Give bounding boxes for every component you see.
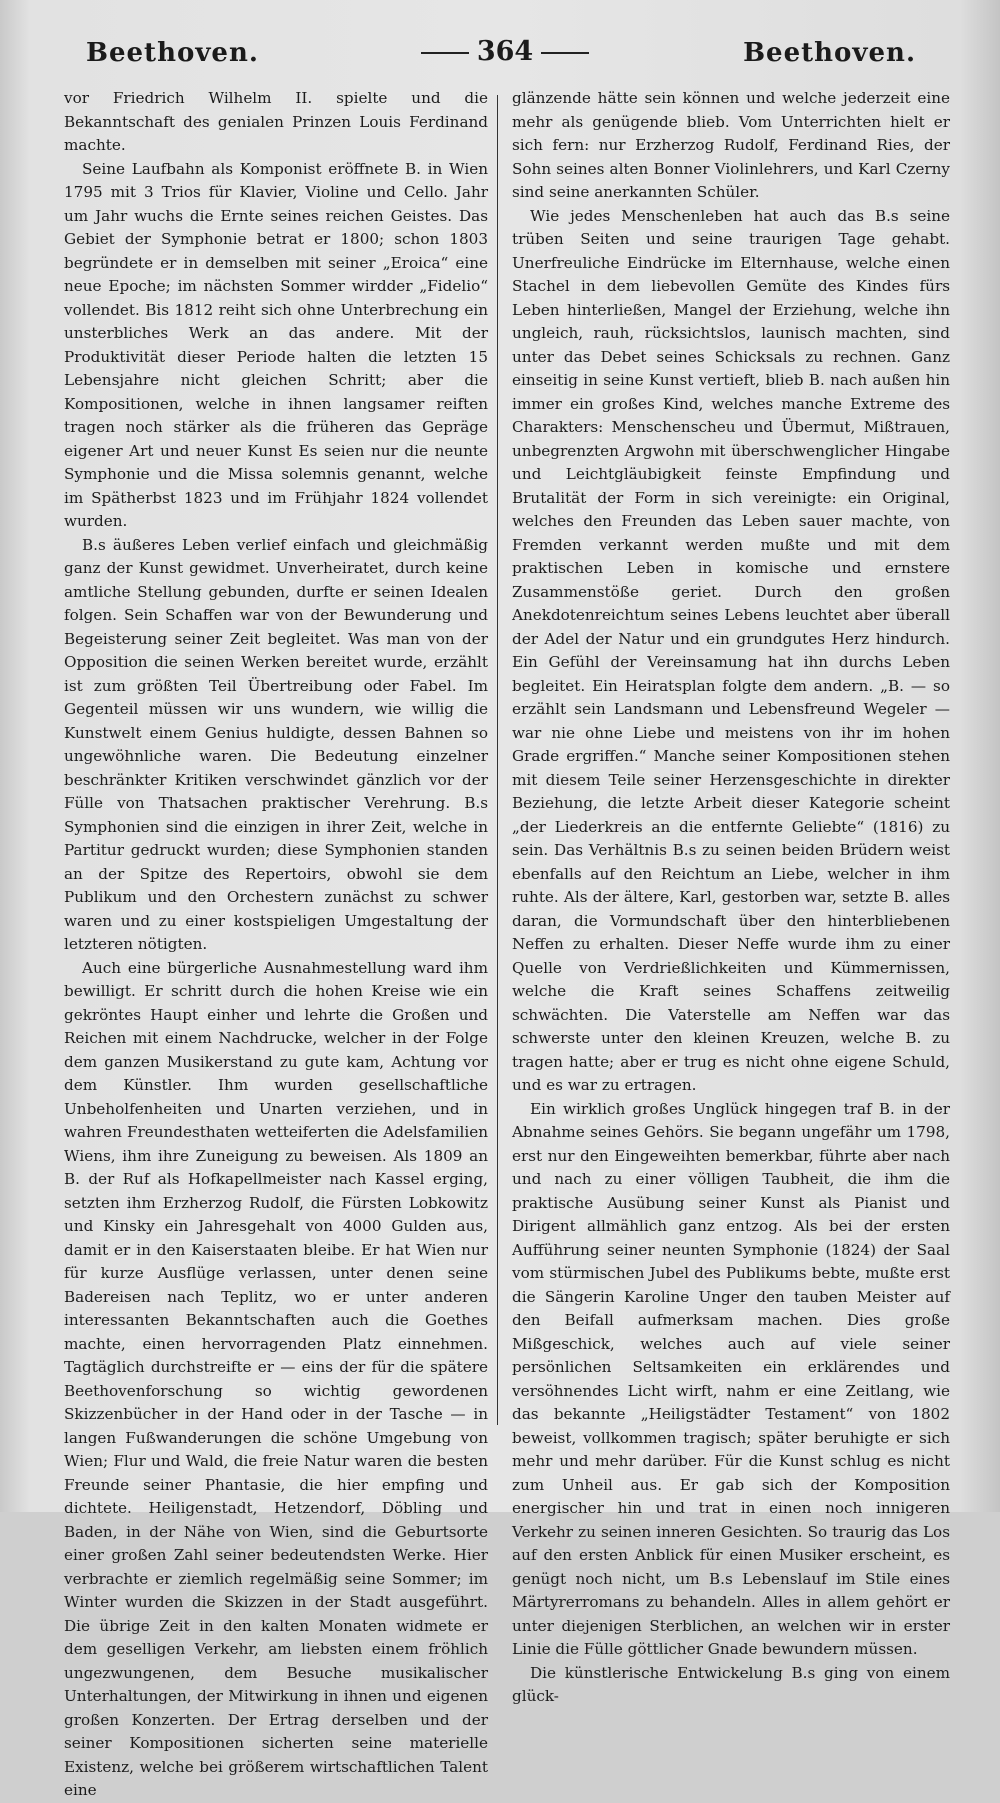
paragraph: Auch eine bürgerliche Ausnahmestellung ward ihm bewilligt. Er schritt durch die hohen Kreise wie ein gekröntes Haupt einher und lehrte die Großen und Reichen mit einem Nachdrucke, welcher in der Folge dem ganzen Musikerstand zu gute kam, Achtung vor dem Künstler. Ihm wurden gesellschaftliche Unbeholfenheiten und Unarten verziehen, und in wahren Freundesthaten wetteiferten die Adelsfamilien Wiens, ihm ihre Zuneigung zu beweisen. Als 1809 an B. der Ruf als Hofkapellmeister nach Kassel erging, setzten ihm Erzherzog Rudolf, die Fürsten Lobkowitz und Kinsky ein Jahresgehalt von 4000 Gulden aus, damit er in den Kaiserstaaten bleibe. Er hat Wien nur für kurze Ausflüge verlassen, unter denen seine Badereisen nach Teplitz, wo er unter anderen interessanten Bekanntschaften auch die Goethes machte, einen hervorragenden Platz einnehmen. Tagtäglich durchstreifte er — eins der für die spätere Beethovenforschung so wichtig gewordenen Skizzenbücher in der Hand oder in der Tasche — in langen Fußwanderungen die schöne Umgebung von Wien; Flur und Wald, die freie Natur waren die besten Freunde seiner Phantasie, die hier empfing und dichtete. Heiligenstadt, Hetzendorf, Döbling und Baden, in der Nähe von Wien, sind die Geburtsorte einer großen Zahl seiner bedeutendsten Werke. Hier verbrachte er ziemlich regelmäßig seine Sommer; im Winter wurden die Skizzen in der Stadt ausgeführt. Die übrige Zeit in den kalten Monaten widmete er dem geselligen Verkehr, am liebsten einem fröhlich ungezwungenen, dem Besuche musikalischer Unterhaltungen, der Mitwirkung in ihnen und eigenen großen Konzerten. Der Ertrag derselben und der seiner Kompositionen sicherten seine materielle Existenz, welche bei größerem wirtschaftlichen Talent eine <box>64 958 488 1799</box>
page-number <box>410 36 600 67</box>
paragraph: Seine Laufbahn als Komponist eröffnete B. in Wien 1795 mit 3 Trios für Klavier, Violine und Cello. Jahr um Jahr wuchs die Ernte seines reichen Geistes. Das Gebiet der Symphonie betrat er 1800; schon 1803 begründete er in demselben mit seiner „Eroica“ eine neue Epoche; im nächsten Sommer wirdder „Fidelio“ vollendet. Bis 1812 reiht sich ohne Unterbrechung ein unsterbliches Werk an das andere. Mit der Produktivität dieser Periode halten die letzten 15 Lebensjahre nicht gleichen Schritt; aber die Kompositionen, welche in ihnen langsamer reiften tragen noch stärker als die früheren das Gepräge eigener Art und neuer Kunst Es seien nur die neunte Symphonie und die Missa solemnis genannt, welche im Spätherbst 1823 und im Frühjahr 1824 vollendet wurden. <box>64 159 488 530</box>
paragraph: B.s äußeres Leben verlief einfach und gleichmäßig ganz der Kunst gewidmet. Unverheiratet, durch keine amtliche Stellung gebunden, durfte er seinen Idealen folgen. Sein Schaffen war von der Bewunderung und Begeisterung seiner Zeit begleitet. Was man von der Opposition die seinen Werken bereitet wurde, erzählt ist zum größten Teil Übertreibung oder Fabel. Im Gegenteil müssen wir uns wundern, wie willig die Kunstwelt einem Genius huldigte, dessen Bahnen so ungewöhnliche waren. Die Bedeutung einzelner beschränkter Kritiken verschwindet gänzlich vor der Fülle von Thatsachen praktischer Verehrung. B.s Symphonien sind die einzigen in ihrer Zeit, welche in Partitur gedruckt wurden; diese Symphonien standen an der Spitze des Repertoirs, obwohl sie dem Publikum und den Orchestern zunächst zu schwer waren und zu einer kostspieligen Umgestaltung der letzteren nötigten. <box>64 535 488 953</box>
running-head-left: Beethoven. <box>86 38 259 68</box>
page-header <box>0 30 1000 80</box>
header-rule-left <box>421 52 469 54</box>
paragraph: vor Friedrich Wilhelm II. spielte und die Bekanntschaft des genialen Prinzen Louis Ferdinand machte. <box>64 89 488 154</box>
right-column <box>512 87 950 1709</box>
paragraph: Ein wirklich großes Unglück hingegen traf B. in der Abnahme seines Gehörs. Sie begann ungefähr um 1798, erst nur den Eingeweihten bemerkbar, führte aber nach und nach zu einer völligen Taubheit, die ihm die praktische Ausübung seiner Kunst als Pianist und Dirigent allmählich ganz entzog. Als bei der ersten Aufführung seiner neunten Symphonie (1824) der Saal vom stürmischen Jubel des Publikums bebte, mußte erst die Sängerin Karoline Unger den tauben Meister auf den Beifall aufmerksam machen. Dies große Mißgeschick, welches auch auf viele seiner persönlichen Seltsamkeiten ein erklärendes und versöhnendes Licht wirft, nahm er eine Zeitlang, wie das bekannte „Heiligstädter Testament“ von 1802 beweist, vollkommen tragisch; später beruhigte er sich mehr und mehr darüber. Für die Kunst schlug es nicht zum Unheil aus. Er gab sich der Komposition energischer hin und trat in einen noch innigeren Verkehr zu seinen inneren Gesichten. So traurig das Los auf den ersten Anblick für einen Musiker erscheint, es genügt noch nicht, um B.s Lebenslauf im Stile eines Märtyrerromans zu behandeln. Alles in allem gehört er unter diejenigen Sterblichen, an welchen wir in erster Linie die Fülle göttlicher Gnade bewundern müssen. <box>512 1099 950 1658</box>
header-rule-right <box>541 52 589 54</box>
page-number-text: 364 <box>476 36 534 67</box>
running-head-right: Beethoven. <box>743 38 916 68</box>
left-column <box>64 87 488 1803</box>
column-divider <box>497 95 498 1425</box>
paragraph: Die künstlerische Entwickelung B.s ging von einem glück- <box>512 1663 950 1705</box>
paragraph: glänzende hätte sein können und welche jederzeit eine mehr als genügende blieb. Vom Unterrichten hielt er sich fern: nur Erzherzog Rudolf, Ferdinand Ries, der Sohn seines alten Bonner Violinlehrers, und Karl Czerny sind seine anerkannten Schüler. <box>512 89 950 201</box>
paragraph: Wie jedes Menschenleben hat auch das B.s seine trüben Seiten und seine traurigen Tage gehabt. Unerfreuliche Eindrücke im Elternhause, welche einen Stachel in dem liebevollen Gemüte des Kindes fürs Leben hinterließen, Mangel der Erziehung, welche ihn ungleich, rauh, rücksichtslos, launisch machten, sind unter das Debet seines Schicksals zu rechnen. Ganz einseitig in seine Kunst vertieft, blieb B. nach außen hin immer ein großes Kind, welches manche Extreme des Charakters: Menschenscheu und Übermut, Mißtrauen, unbegrenzten Argwohn mit überschwenglicher Hingabe und Leichtgläubigkeit feinste Empfindung und Brutalität der Form in sich vereinigte: ein Original, welches den Freunden das Leben sauer machte, von Fremden verkannt werden mußte und mit dem praktischen Leben in komische und ernstere Zusammenstöße geriet. Durch den großen Anekdotenreichtum seines Lebens leuchtet aber überall der Adel der Natur und ein grundgutes Herz hindurch. Ein Gefühl der Vereinsamung hat ihn durchs Leben begleitet. Ein Heiratsplan folgte dem andern. „B. — so erzählt sein Landsmann und Lebensfreund Wegeler — war nie ohne Liebe und meistens von ihr im hohen Grade ergriffen.“ Manche seiner Kompositionen stehen mit diesem Teile seiner Herzensgeschichte in direkter Beziehung, die letzte Arbeit dieser Kategorie scheint „der Liederkreis an die entfernte Geliebte“ (1816) zu sein. Das Verhältnis B.s zu seinen beiden Brüdern weist ebenfalls auf den Reichtum an Liebe, welcher in ihm ruhte. Als der ältere, Karl, gestorben war, setzte B. alles daran, die Vormundschaft über den hinterbliebenen Neffen zu erhalten. Dieser Neffe wurde ihm zu einer Quelle von Verdrießlichkeiten und Kümmernissen, welche die Kraft seines Schaffens zeitweilig schwächten. Die Vaterstelle am Neffen war das schwerste unter den kleinen Kreuzen, welche B. zu tragen hatte; aber er trug es nicht ohne eigene Schuld, und es war zu ertragen. <box>512 206 950 1094</box>
